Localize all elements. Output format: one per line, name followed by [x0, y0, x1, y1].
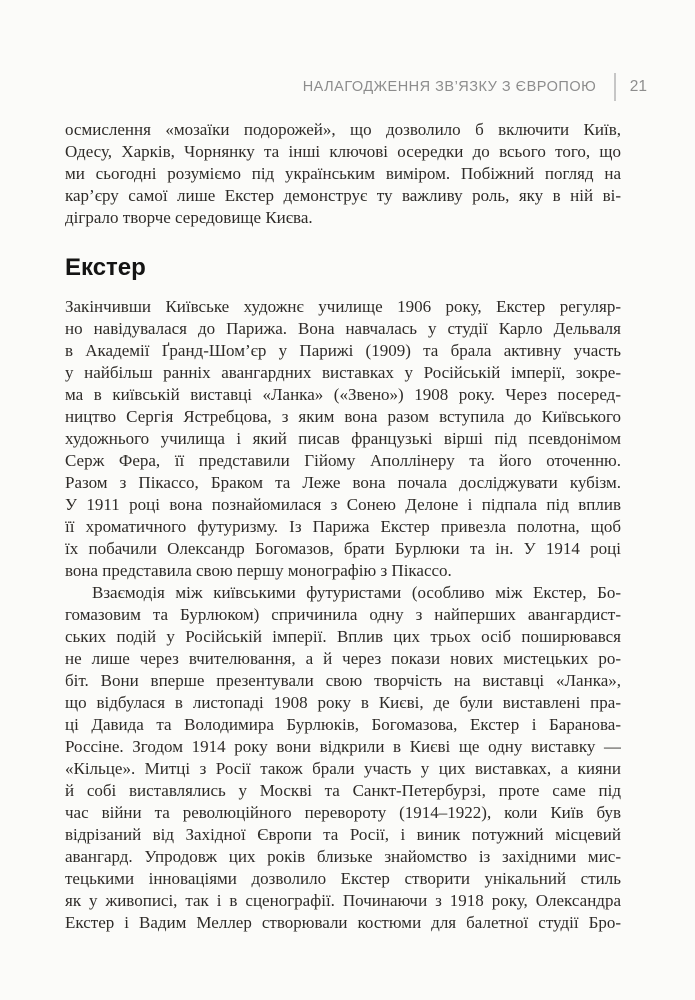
text-line: вона представила свою першу монографію з Пікассо.	[65, 561, 452, 580]
text-line: «Кільце». Митці з Росії також брали участь у цих виставках, а кияни	[65, 759, 621, 778]
text-line: що відбулася в листопаді 1908 року в Києві, де були виставлені пра-	[65, 693, 621, 712]
text-line: тецькими інноваціями дозволило Екстер створити унікальний стиль	[65, 869, 621, 888]
text-line: У 1911 році вона познайомилася з Сонею Делоне і підпала під вплив	[65, 495, 621, 514]
header-separator	[614, 73, 616, 101]
text-line: Екстер і Вадим Меллер створювали костюми для балетної студії Бро-	[65, 913, 621, 932]
text-line: осмислення «мозаїки подорожей», що дозволило б включити Київ,	[65, 120, 621, 139]
page-number: 21	[629, 78, 647, 95]
paragraph-ekster-biography	[65, 296, 621, 582]
text-line: художнього училища і який писав французькі вірші під псевдонімом	[65, 429, 621, 448]
text-line: в Академії Ґранд-Шом’єр у Парижі (1909) та брала активну участь	[65, 341, 621, 360]
chapter-title: НАЛАГОДЖЕННЯ ЗВ’ЯЗКУ З ЄВРОПОЮ	[302, 79, 597, 95]
text-line: но навідувалася до Парижа. Вона навчалась у студії Карло Дельваля	[65, 319, 621, 338]
text-line: гомазовим та Бурлюком) спричинила одну з найперших авангардист-	[65, 605, 621, 624]
text-line: й собі виставлялись у Москві та Санкт-Петербурзі, проте саме під	[65, 781, 621, 800]
paragraph-kyiv-futurists	[65, 582, 621, 934]
page-content	[65, 119, 621, 934]
text-line: їх побачили Олександр Богомазов, брати Бурлюки та ін. У 1914 році	[65, 539, 621, 558]
text-line: авангард. Упродовж цих років близьке знайомство із західними мис-	[65, 847, 621, 866]
text-line: Закінчивши Київське художнє училище 1906 року, Екстер регуляр-	[65, 297, 621, 316]
text-line: відрізаний від Західної Європи та Росії, і виник потужний місцевий	[65, 825, 621, 844]
text-line: Россіне. Згодом 1914 року вони відкрили в Києві ще одну виставку —	[65, 737, 621, 756]
text-line: біт. Вони вперше презентували свою творчість на виставці «Ланка»,	[65, 671, 621, 690]
running-head	[303, 72, 647, 102]
text-line: ці Давида та Володимира Бурлюків, Богомазова, Екстер і Баранова-	[65, 715, 621, 734]
text-line: не лише через вчителювання, а й через покази нових мистецьких ро-	[65, 649, 621, 668]
text-line: її хроматичного футуризму. Із Парижа Екстер привезла полотна, щоб	[65, 517, 621, 536]
section-heading: Екстер	[65, 254, 146, 281]
text-line: ми сьогодні розуміємо під українським виміром. Побіжний погляд на	[65, 164, 621, 183]
text-line: Взаємодія між київськими футуристами (особливо між Екстер, Бо-	[92, 583, 621, 602]
text-line: у найбільш ранніх авангардних виставках у Російській імперії, зокре-	[65, 363, 621, 382]
paragraph-intro	[65, 119, 621, 229]
text-line: Серж Фера, її представили Гійому Аполлінеру та його оточенню.	[65, 451, 621, 470]
text-line: кар’єру самої лише Екстер демонструє ту важливу роль, яку в ній ві-	[65, 186, 621, 205]
text-line: ництво Сергія Ястребцова, з яким вона разом вступила до Київського	[65, 407, 621, 426]
text-line: час війни та революційного перевороту (1914–1922), коли Київ був	[65, 803, 621, 822]
text-line: Разом з Пікассо, Браком та Леже вона почала досліджувати кубізм.	[65, 473, 621, 492]
text-line: ських подій у Російській імперії. Вплив цих трьох осіб поширювався	[65, 627, 621, 646]
text-line: діграло творче середовище Києва.	[65, 208, 313, 227]
text-line: Одесу, Харків, Чорнянку та інші ключові осередки до всього того, що	[65, 142, 621, 161]
text-line: ма в київській виставці «Ланка» («Звено») 1908 року. Через посеред-	[65, 385, 621, 404]
text-line: як у живописі, так і в сценографії. Починаючи з 1918 року, Олександра	[65, 891, 621, 910]
